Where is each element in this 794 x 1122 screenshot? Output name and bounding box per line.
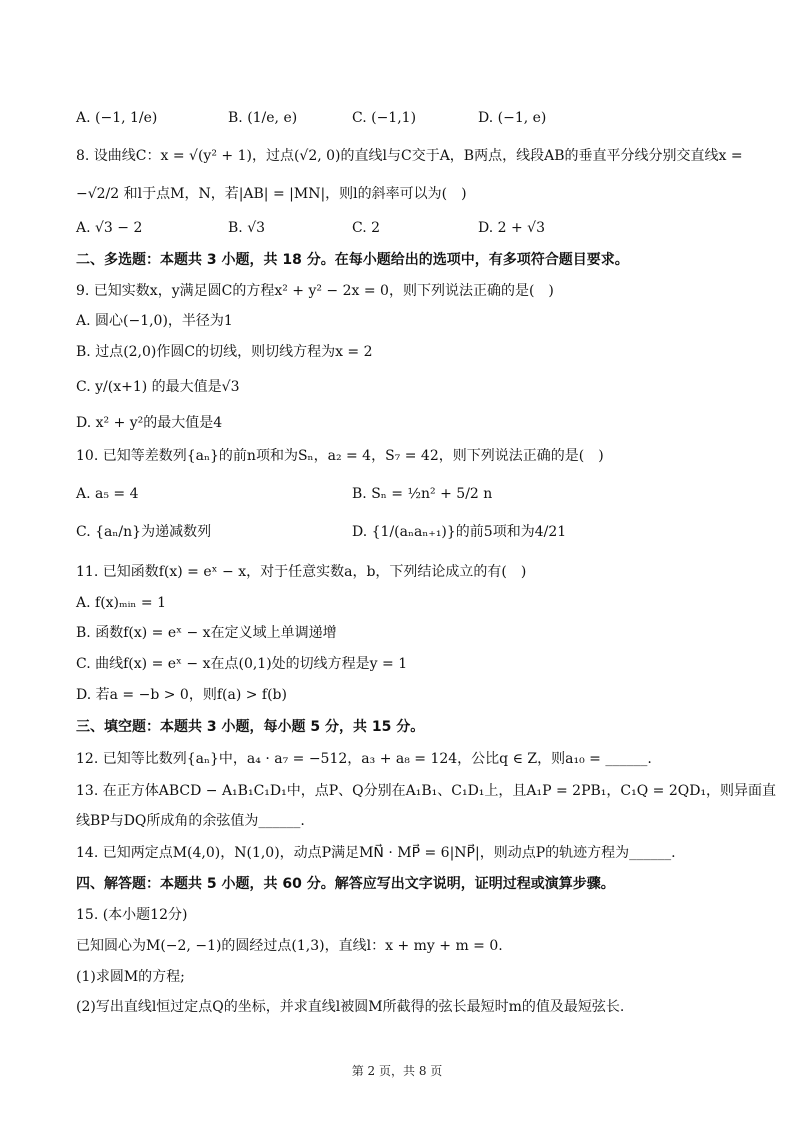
q8-option-a: A. √3 − 2 <box>76 220 143 236</box>
q11-option-b: B. 函数f(x) = eˣ − x在定义域上单调递增 <box>76 625 337 641</box>
q7-option-c: C. (−1,1) <box>352 110 417 126</box>
q9-option-a: A. 圆心(−1,0)，半径为1 <box>76 313 233 329</box>
q14-stem: 14. 已知两定点M(4,0)，N(1,0)，动点P满足MN⃗ · MP⃗ = 6|NP⃗|，则动点P的轨迹方程为______. <box>76 845 676 861</box>
q15-stem: 已知圆心为M(−2, −1)的圆经过点(1,3)，直线l：x + my + m = 0. <box>76 938 503 954</box>
q11-option-c: C. 曲线f(x) = eˣ − x在点(0,1)处的切线方程是y = 1 <box>76 656 408 672</box>
q13-stem-line1: 13. 在正方体ABCD − A₁B₁C₁D₁中，点P、Q分别在A₁B₁、C₁D₁上，且A₁P = 2PB₁，C₁Q = 2QD₁，则异面直 <box>76 783 777 799</box>
q9-stem: 9. 已知实数x，y满足圆C的方程x² + y² − 2x = 0，则下列说法正确的是( ) <box>76 283 554 299</box>
q8-stem-line2: −√2/2 和l于点M，N，若|AB| = |MN|，则l的斜率可以为( ) <box>76 186 467 202</box>
q8-stem-line1: 8. 设曲线C：x = √(y² + 1)，过点(√2, 0)的直线l与C交于A，B两点，线段AB的垂直平分线分别交直线x = <box>76 148 743 164</box>
section-2-heading: 二、多选题：本题共 3 小题，共 18 分。在每小题给出的选项中，有多项符合题目要求。 <box>76 252 629 268</box>
q8-option-b: B. √3 <box>228 220 266 236</box>
q11-option-a: A. f(x)ₘᵢₙ = 1 <box>76 595 167 611</box>
q9-option-c: C. y/(x+1) 的最大值是√3 <box>76 379 240 395</box>
q10-option-a: A. a₅ = 4 <box>76 486 139 502</box>
q13-stem-line2: 线BP与DQ所成角的余弦值为______. <box>76 813 305 829</box>
q15-part-2: (2)写出直线l恒过定点Q的坐标，并求直线l被圆M所截得的弦长最短时m的值及最短弦长. <box>76 999 625 1015</box>
q11-option-d: D. 若a = −b > 0，则f(a) > f(b) <box>76 687 287 703</box>
q10-stem: 10. 已知等差数列{aₙ}的前n项和为Sₙ，a₂ = 4，S₇ = 42，则下列说法正确的是( ) <box>76 448 604 464</box>
q15-part-1: (1)求圆M的方程; <box>76 969 185 985</box>
q7-option-a: A. (−1, 1/e) <box>76 110 158 126</box>
page-footer: 第 2 页，共 8 页 <box>351 1064 443 1078</box>
section-3-heading: 三、填空题：本题共 3 小题，每小题 5 分，共 15 分。 <box>76 719 425 735</box>
q10-option-c: C. {aₙ/n}为递减数列 <box>76 524 212 540</box>
q12-stem: 12. 已知等比数列{aₙ}中，a₄ · a₇ = −512，a₃ + a₈ = 124，公比q ∈ Z，则a₁₀ = ______. <box>76 751 652 767</box>
q7-option-b: B. (1/e, e) <box>228 110 298 126</box>
q10-option-d: D. {1/(aₙaₙ₊₁)}的前5项和为4/21 <box>352 524 567 540</box>
q7-option-d: D. (−1, e) <box>478 110 547 126</box>
q11-stem: 11. 已知函数f(x) = eˣ − x，对于任意实数a，b，下列结论成立的有( ) <box>76 564 527 580</box>
section-4-heading: 四、解答题：本题共 5 小题，共 60 分。解答应写出文字说明，证明过程或演算步骤。 <box>76 876 615 892</box>
q8-option-d: D. 2 + √3 <box>478 220 545 236</box>
q9-option-b: B. 过点(2,0)作圆C的切线，则切线方程为x = 2 <box>76 344 373 360</box>
q8-option-c: C. 2 <box>352 220 381 236</box>
q10-option-b: B. Sₙ = ½n² + 5/2 n <box>352 486 493 502</box>
q9-option-d: D. x² + y²的最大值是4 <box>76 415 223 431</box>
q15-heading: 15. (本小题12分) <box>76 907 188 923</box>
